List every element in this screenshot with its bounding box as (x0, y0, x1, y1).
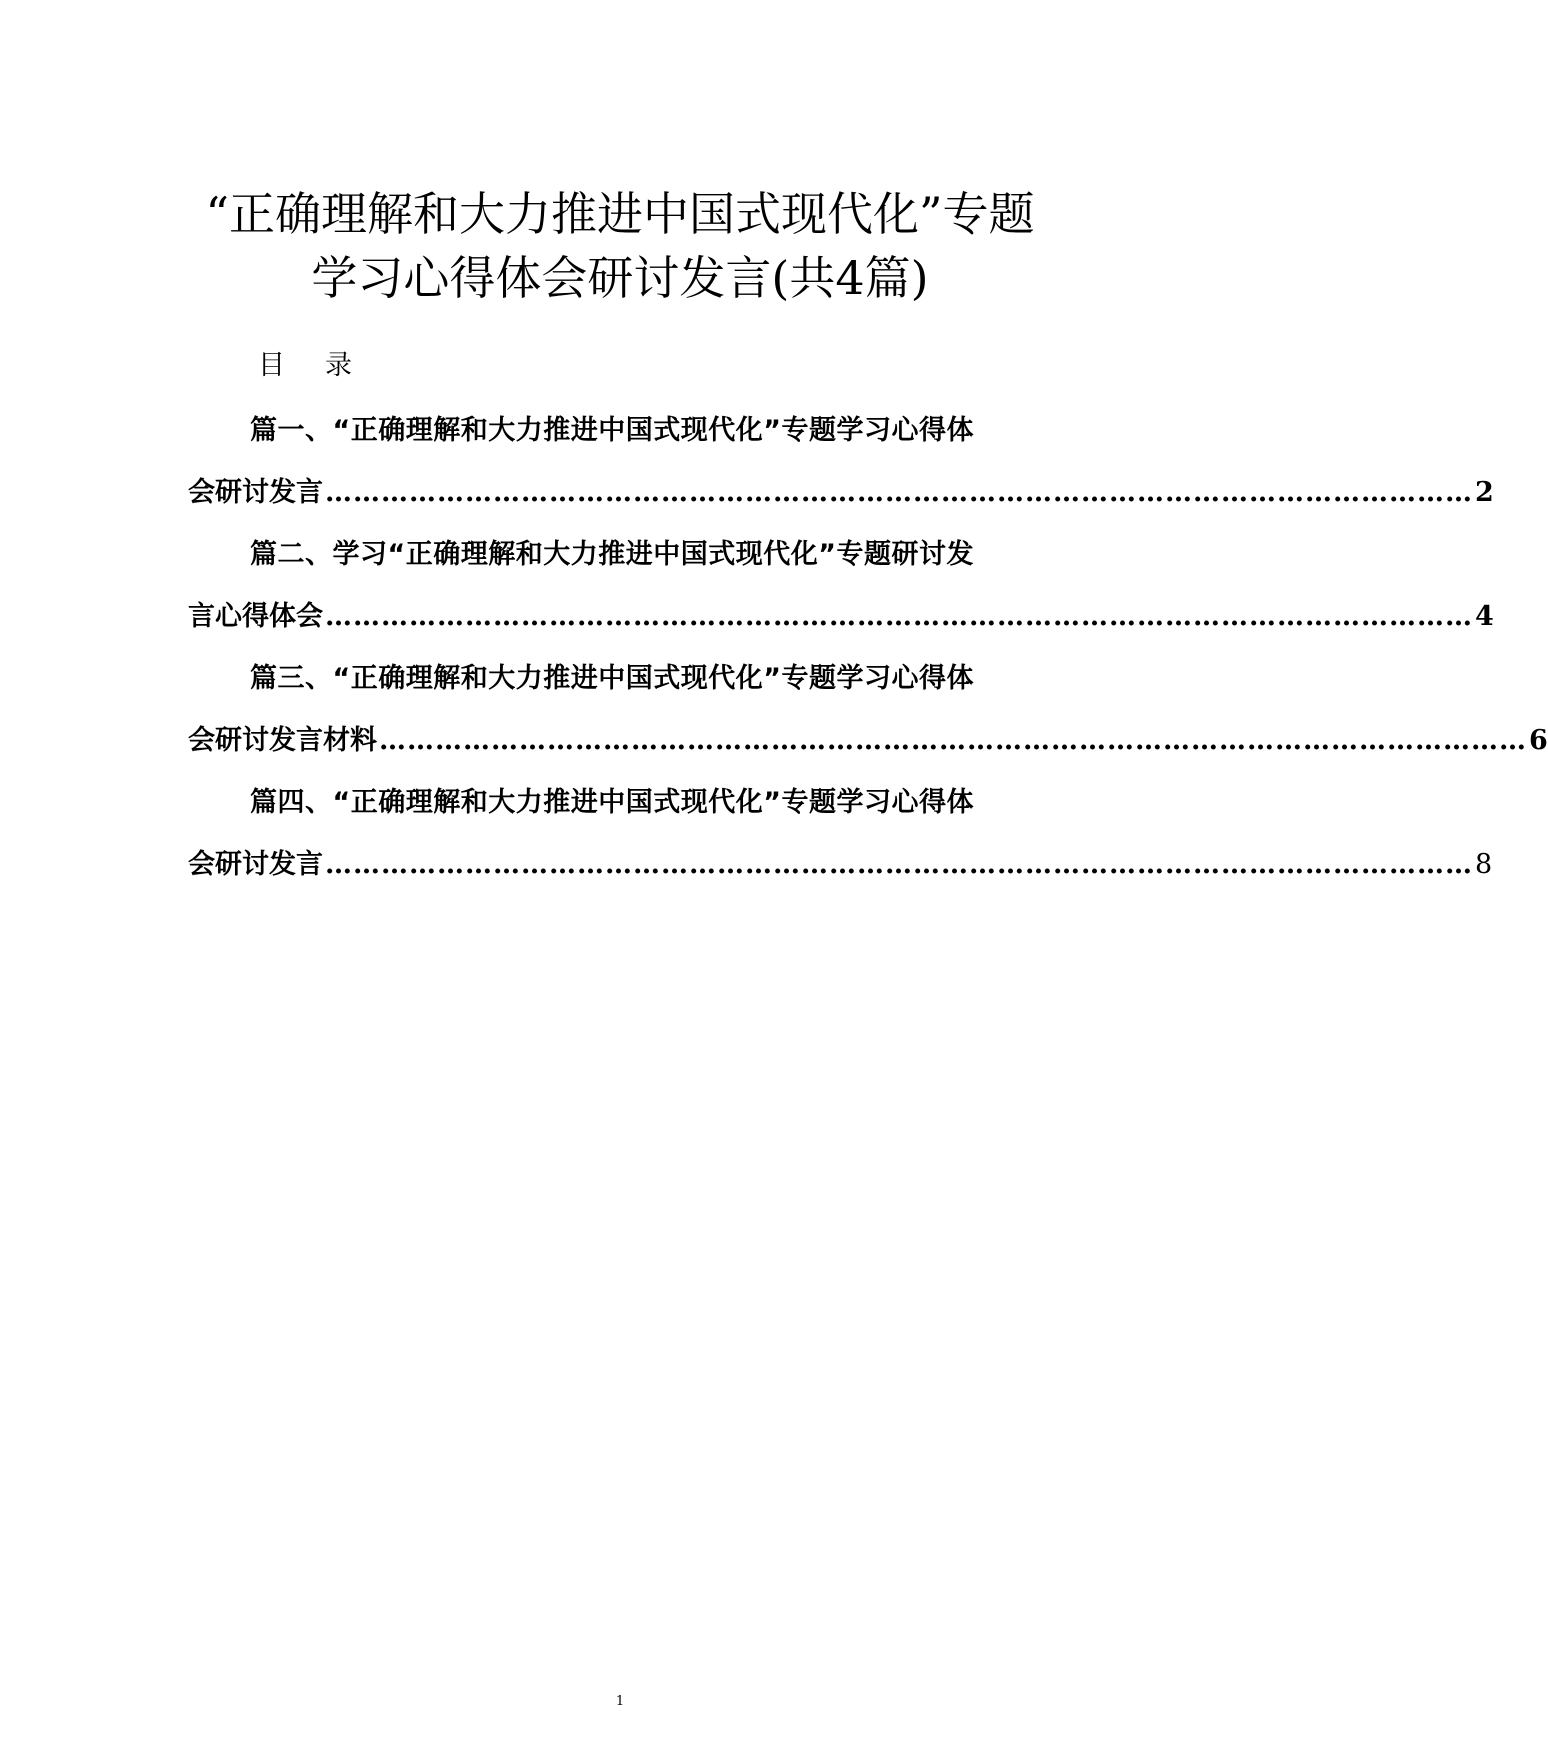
document-title (0, 182, 1240, 310)
toc-page-number: 4 (1475, 601, 1494, 632)
toc-dot-leader: …………………………………………………………………………………………………………… (325, 849, 1473, 880)
toc-entry-continuation (188, 710, 1548, 772)
toc-entry-3[interactable] (188, 648, 1548, 772)
table-of-contents (188, 400, 1548, 896)
toc-page-number: 2 (1475, 477, 1494, 508)
toc-entry-1[interactable] (188, 400, 1494, 524)
toc-entry-title: 篇四、“正确理解和大力推进中国式现代化”专题学习心得体 (250, 787, 974, 818)
toc-dot-leader: …………………………………………………………………………………………………………… (325, 477, 1473, 508)
toc-entry-title-end: 会研讨发言 (188, 477, 323, 508)
toc-entry-title: 篇三、“正确理解和大力推进中国式现代化”专题学习心得体 (250, 663, 974, 694)
toc-heading-char-1: 目 (258, 350, 285, 381)
toc-entry-4[interactable] (188, 772, 1493, 896)
toc-heading (258, 346, 352, 386)
toc-page-number: 6 (1529, 725, 1548, 756)
toc-entry-continuation (188, 462, 1494, 524)
toc-dot-leader: …………………………………………………………………………………………………………… (379, 725, 1527, 756)
toc-heading-char-2: 录 (325, 350, 352, 381)
page-number: 1 (615, 1694, 625, 1709)
toc-entry-title: 篇一、“正确理解和大力推进中国式现代化”专题学习心得体 (250, 415, 974, 446)
toc-entry-continuation (188, 834, 1493, 896)
toc-entry-title: 篇二、学习“正确理解和大力推进中国式现代化”专题研讨发 (250, 539, 974, 570)
title-line-1: “正确理解和大力推进中国式现代化”专题 (205, 187, 1035, 241)
toc-page-number: 8 (1475, 849, 1493, 880)
toc-dot-leader: …………………………………………………………………………………………………………… (325, 601, 1473, 632)
toc-entry-title-end: 会研讨发言 (188, 849, 323, 880)
title-line-2: 学习心得体会研讨发言(共4篇) (311, 251, 929, 305)
toc-entry-continuation (188, 586, 1494, 648)
toc-entry-2[interactable] (188, 524, 1494, 648)
toc-entry-title-end: 言心得体会 (188, 601, 323, 632)
toc-entry-title-end: 会研讨发言材料 (188, 725, 377, 756)
